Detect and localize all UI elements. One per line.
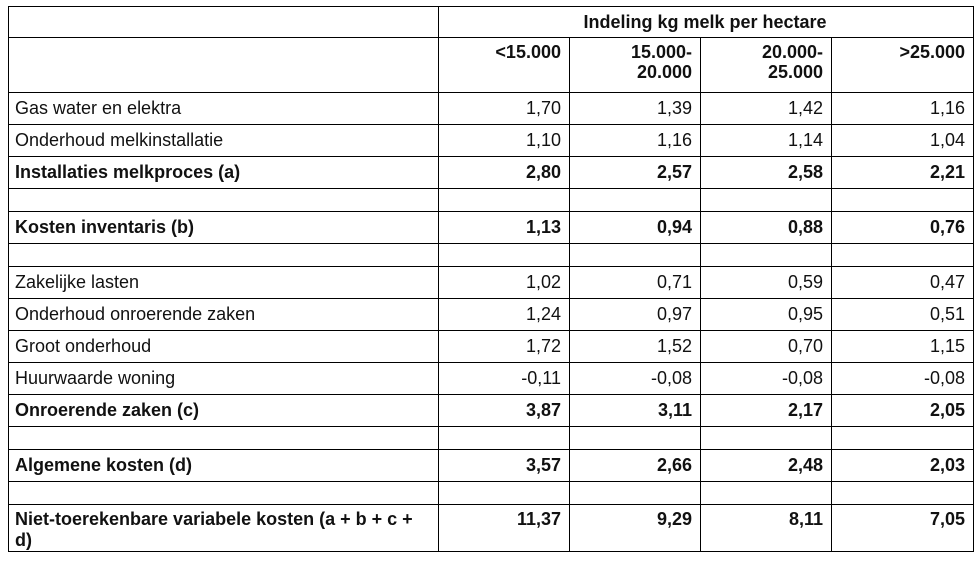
- header-empty-cell: [9, 38, 439, 93]
- cell-value: 1,42: [701, 93, 832, 125]
- cell-value: 0,88: [701, 212, 832, 244]
- table-row: [9, 331, 974, 363]
- cell-value: -0,08: [701, 363, 832, 395]
- cell-value: 1,16: [570, 125, 701, 157]
- cell-value: 8,11: [701, 505, 832, 552]
- column-header: >25.000: [832, 38, 974, 93]
- table-row: [9, 93, 974, 125]
- table-row: [9, 267, 974, 299]
- spacer-row: [9, 427, 974, 450]
- cell-value: 1,04: [832, 125, 974, 157]
- cell-value: 1,15: [832, 331, 974, 363]
- cell-value: 7,05: [832, 505, 974, 552]
- cell-value: 0,71: [570, 267, 701, 299]
- cell-value: 2,17: [701, 395, 832, 427]
- cell-value: 3,57: [439, 450, 570, 482]
- cell-value: 1,13: [439, 212, 570, 244]
- total-row: [9, 505, 974, 552]
- row-label: Algemene kosten (d): [9, 450, 439, 482]
- row-label: Kosten inventaris (b): [9, 212, 439, 244]
- row-label: Installaties melkproces (a): [9, 157, 439, 189]
- table-row: [9, 363, 974, 395]
- column-header: 20.000- 25.000: [701, 38, 832, 93]
- cell-value: 0,51: [832, 299, 974, 331]
- cell-value: 1,14: [701, 125, 832, 157]
- cell-value: 1,02: [439, 267, 570, 299]
- column-header: <15.000: [439, 38, 570, 93]
- cost-table: [8, 6, 974, 552]
- row-label: Groot onderhoud: [9, 331, 439, 363]
- cell-value: 1,16: [832, 93, 974, 125]
- cell-value: 0,97: [570, 299, 701, 331]
- cell-value: 2,05: [832, 395, 974, 427]
- row-label: Huurwaarde woning: [9, 363, 439, 395]
- cell-value: 2,66: [570, 450, 701, 482]
- subtotal-row: [9, 157, 974, 189]
- cell-value: 0,94: [570, 212, 701, 244]
- column-header: 15.000- 20.000: [570, 38, 701, 93]
- subtotal-row: [9, 450, 974, 482]
- row-label: Onroerende zaken (c): [9, 395, 439, 427]
- cell-value: 9,29: [570, 505, 701, 552]
- cell-value: 2,80: [439, 157, 570, 189]
- row-label: Niet-toerekenbare variabele kosten (a + b + c + d): [9, 505, 439, 552]
- cell-value: 0,95: [701, 299, 832, 331]
- spacer-row: [9, 189, 974, 212]
- table-row: [9, 125, 974, 157]
- row-label: Gas water en elektra: [9, 93, 439, 125]
- column-header-row: [9, 38, 974, 93]
- table-row: [9, 299, 974, 331]
- spacer-row: [9, 482, 974, 505]
- cell-value: 11,37: [439, 505, 570, 552]
- cell-value: 1,39: [570, 93, 701, 125]
- cell-value: 0,47: [832, 267, 974, 299]
- row-label: Onderhoud melkinstallatie: [9, 125, 439, 157]
- cell-value: 3,11: [570, 395, 701, 427]
- cell-value: 2,03: [832, 450, 974, 482]
- table-header-row: [9, 7, 974, 38]
- cell-value: 1,24: [439, 299, 570, 331]
- cell-value: 1,72: [439, 331, 570, 363]
- cell-value: 2,57: [570, 157, 701, 189]
- cell-value: 2,21: [832, 157, 974, 189]
- cell-value: -0,11: [439, 363, 570, 395]
- row-label: Zakelijke lasten: [9, 267, 439, 299]
- cell-value: 2,58: [701, 157, 832, 189]
- cell-value: 0,70: [701, 331, 832, 363]
- cell-value: 1,70: [439, 93, 570, 125]
- spacer-row: [9, 244, 974, 267]
- cell-value: 0,59: [701, 267, 832, 299]
- cell-value: -0,08: [570, 363, 701, 395]
- subtotal-row: [9, 395, 974, 427]
- cell-value: 3,87: [439, 395, 570, 427]
- cell-value: 1,52: [570, 331, 701, 363]
- cell-value: 2,48: [701, 450, 832, 482]
- header-empty-cell: [9, 7, 439, 38]
- table-title: Indeling kg melk per hectare: [439, 7, 974, 38]
- subtotal-row: [9, 212, 974, 244]
- row-label: Onderhoud onroerende zaken: [9, 299, 439, 331]
- cell-value: -0,08: [832, 363, 974, 395]
- cell-value: 0,76: [832, 212, 974, 244]
- cell-value: 1,10: [439, 125, 570, 157]
